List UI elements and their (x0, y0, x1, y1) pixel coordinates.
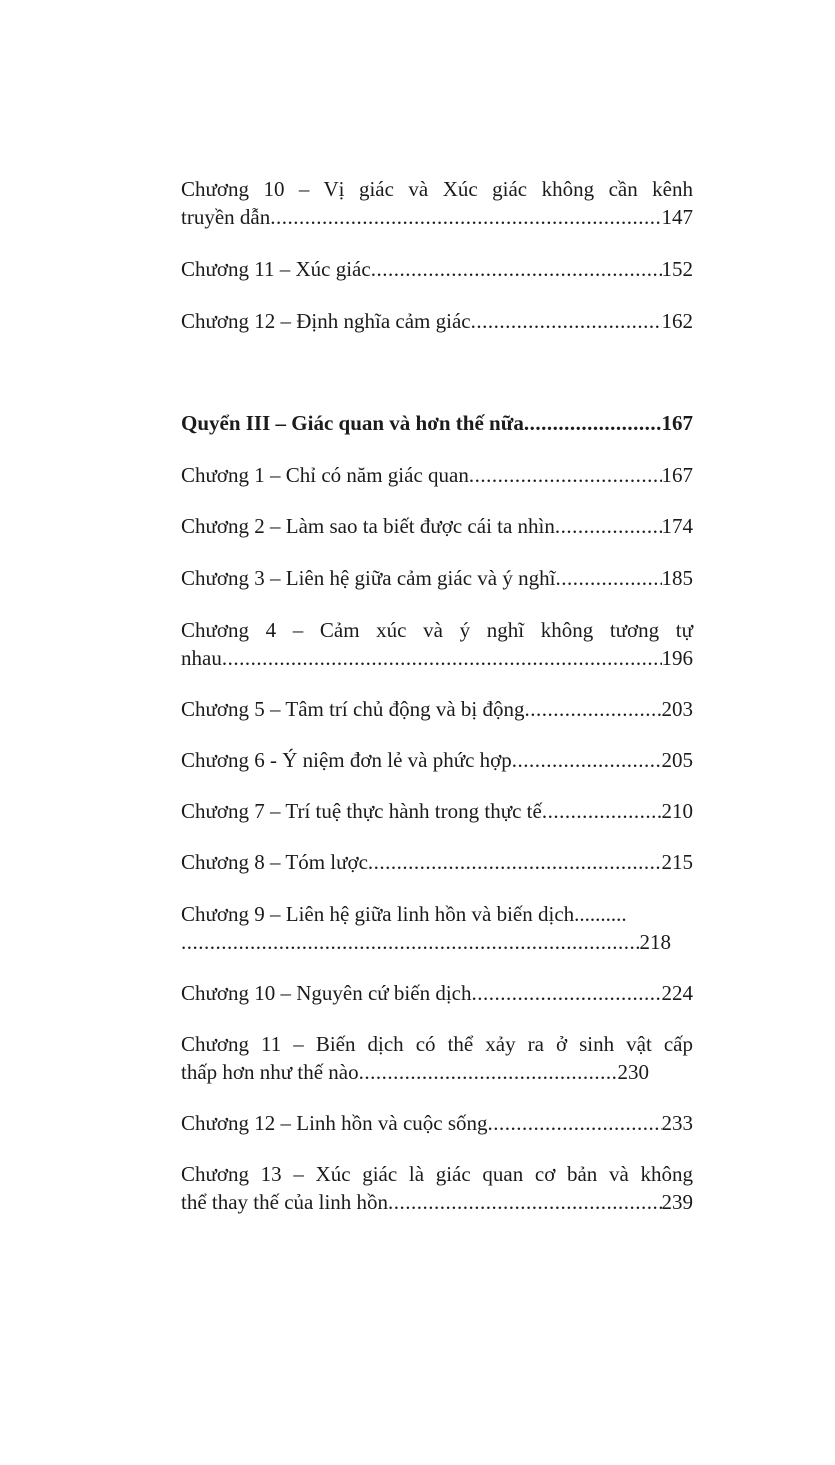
dot-leader (181, 928, 640, 956)
dot-leader (525, 695, 662, 723)
toc-page-number: 205 (661, 748, 693, 772)
toc-entry-chuong-10-nguyen-cu (181, 979, 693, 1007)
toc-entry-line (181, 409, 693, 437)
toc-page-number: 233 (661, 1111, 693, 1135)
toc-entry-first-line: Chương 13 – Xúc giác là giác quan cơ bản và không (181, 1162, 693, 1186)
toc-page-number: 239 (661, 1190, 693, 1214)
toc-entry-chuong-2 (181, 512, 693, 540)
toc-entry-title: Chương 12 – Linh hồn và cuộc sống (181, 1111, 488, 1135)
toc-page-number: 167 (661, 411, 693, 435)
toc-entry-last-line (181, 1058, 649, 1086)
toc-entry-line (181, 564, 693, 592)
toc-section-quyen-iii (181, 409, 693, 437)
toc-entry-title: Chương 6 - Ý niệm đơn lẻ và phức hợp (181, 748, 512, 772)
toc-entry-line (181, 848, 693, 876)
toc-entry-chuong-6 (181, 746, 693, 774)
toc-entry-first-line: Chương 10 – Vị giác và Xúc giác không cần kênh (181, 177, 693, 201)
dot-leader (368, 848, 662, 876)
toc-entry-last-line (181, 644, 693, 672)
toc-entry-chuong-12-linh-hon (181, 1109, 693, 1137)
toc-page-number: 224 (661, 981, 693, 1005)
toc-page-number: 174 (661, 514, 693, 538)
dot-leader (359, 1058, 618, 1086)
toc-entry-title: Chương 3 – Liên hệ giữa cảm giác và ý nghĩ (181, 566, 556, 590)
toc-entry-line (181, 461, 693, 489)
toc-entry-line (181, 307, 693, 335)
toc-entry-title: Chương 11 – Xúc giác (181, 257, 371, 281)
toc-entry-chuong-9 (181, 900, 693, 956)
toc-entry-line (181, 512, 693, 540)
toc-entry-title: Chương 10 – Nguyên cứ biến dịch (181, 981, 472, 1005)
toc-entry-line (181, 695, 693, 723)
toc-entry-chuong-8 (181, 848, 693, 876)
toc-entry-line (181, 979, 693, 1007)
toc-entry-line (181, 797, 693, 825)
toc-entry-title: Chương 8 – Tóm lược (181, 850, 368, 874)
dot-leader (512, 746, 662, 774)
toc-entry-chuong-10-vi-giac (181, 175, 693, 231)
toc-entry-title: Chương 2 – Làm sao ta biết được cái ta nhìn (181, 514, 555, 538)
toc-entry-title: thấp hơn như thế nào (181, 1060, 359, 1084)
toc-page-number: 152 (661, 257, 693, 281)
dot-leader (371, 255, 662, 283)
toc-entry-chuong-1 (181, 461, 693, 489)
toc-entry-title: Chương 7 – Trí tuệ thực hành trong thực tế (181, 799, 542, 823)
toc-entry-first-line: Chương 11 – Biến dịch có thể xảy ra ở sinh vật cấp (181, 1032, 693, 1056)
toc-entry-title: Chương 1 – Chỉ có năm giác quan (181, 463, 469, 487)
toc-entry-first-line: Chương 4 – Cảm xúc và ý nghĩ không tương tự (181, 618, 693, 642)
toc-entry-chuong-11-xuc-giac (181, 255, 693, 283)
dot-leader (488, 1109, 662, 1137)
dot-leader (388, 1188, 661, 1216)
toc-entry-chuong-13 (181, 1160, 693, 1216)
toc-entry-line (181, 1109, 693, 1137)
toc-page-number: 210 (661, 799, 693, 823)
dot-leader (469, 461, 662, 489)
toc-entry-chuong-11-bien-dich (181, 1030, 693, 1086)
dot-leader (471, 307, 662, 335)
toc-page-number: 185 (661, 566, 693, 590)
toc-entry-chuong-3 (181, 564, 693, 592)
toc-entry-chuong-5 (181, 695, 693, 723)
toc-entry-title: thể thay thế của linh hồn (181, 1190, 389, 1214)
toc-entry-first-line: Chương 9 – Liên hệ giữa linh hồn và biến dịch.......... (181, 902, 627, 926)
toc-page-number: 215 (661, 850, 693, 874)
toc-entry-line (181, 746, 693, 774)
dot-leader (524, 409, 662, 437)
dot-leader (542, 797, 662, 825)
toc-page-number: 230 (617, 1060, 649, 1084)
toc-section-title: Quyển III – Giác quan và hơn thế nữa (181, 411, 524, 435)
dot-leader (222, 644, 662, 672)
toc-page-number: 162 (661, 309, 693, 333)
dot-leader (555, 564, 661, 592)
toc-entry-chuong-12-dinh-nghia (181, 307, 693, 335)
toc-page-number: 147 (661, 205, 693, 229)
toc-page-number: 167 (661, 463, 693, 487)
dot-leader (270, 203, 661, 231)
dot-leader (472, 979, 662, 1007)
toc-entry-last-line (181, 203, 693, 231)
toc-entry-last-line (181, 928, 671, 956)
toc-entry-title: Chương 5 – Tâm trí chủ động và bị động (181, 697, 525, 721)
toc-entry-title: nhau (181, 646, 222, 670)
toc-entry-line (181, 255, 693, 283)
toc-page-number: 196 (661, 646, 693, 670)
toc-entry-last-line (181, 1188, 693, 1216)
toc-page-number: 203 (661, 697, 693, 721)
toc-page-number: 218 (639, 930, 671, 954)
toc-entry-title: Chương 12 – Định nghĩa cảm giác (181, 309, 471, 333)
dot-leader (555, 512, 662, 540)
toc-entry-title: truyền dẫn (181, 205, 271, 229)
toc-entry-chuong-7 (181, 797, 693, 825)
toc-entry-chuong-4 (181, 616, 693, 672)
